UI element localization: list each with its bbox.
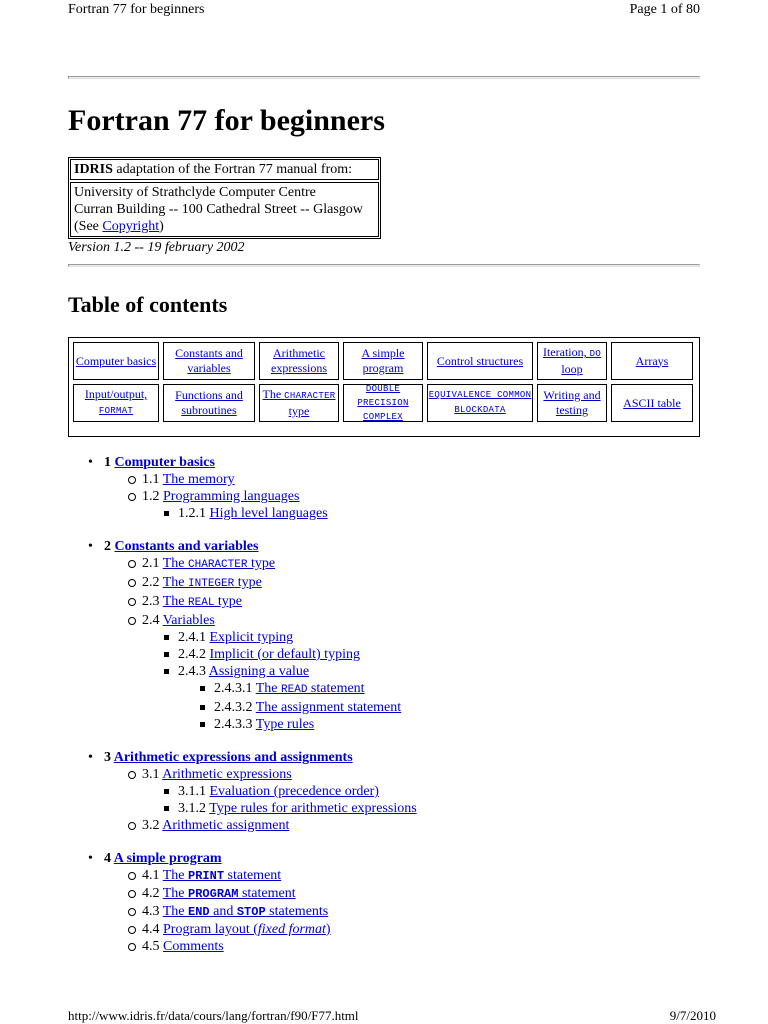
list-item	[104, 555, 417, 574]
section-number: 2.4.1	[178, 630, 210, 645]
toc-cell-iteration[interactable]	[537, 342, 607, 380]
list-item	[104, 629, 417, 646]
page-title: Fortran 77 for beginners	[68, 104, 385, 137]
toc-cell-equivalence[interactable]	[427, 384, 533, 422]
section-number: 2.1	[142, 556, 163, 571]
toc-link[interactable]	[260, 387, 338, 419]
list-item	[104, 867, 417, 885]
idris-line4-post: )	[159, 219, 164, 234]
section-link[interactable]: Assigning a value	[208, 664, 310, 679]
section-number: 1.2.1	[178, 506, 210, 521]
section-link[interactable]: Type rules for arithmetic expressions	[209, 801, 417, 816]
link-code: INTEGER	[188, 578, 235, 590]
toc-cell-writing[interactable]	[537, 384, 607, 422]
section-link[interactable]: Arithmetic expressions and assignments	[113, 750, 353, 765]
link-code: STOP	[236, 905, 266, 919]
list-item	[104, 938, 417, 955]
link-text: The	[162, 904, 189, 919]
toc-code: FORMAT	[98, 406, 134, 416]
link-text: type	[214, 594, 243, 609]
link-text: The	[162, 886, 189, 901]
idris-bold: IDRIS	[74, 162, 113, 177]
section-number: 4	[104, 851, 114, 866]
list-item	[104, 574, 417, 593]
idris-box	[68, 157, 381, 239]
copyright-link[interactable]: Copyright	[102, 219, 160, 234]
list-item	[104, 471, 417, 488]
section-number: 3.1.1	[178, 784, 210, 799]
horizontal-rule	[68, 76, 700, 79]
toc-cell-control[interactable]	[427, 342, 533, 380]
idris-line4	[74, 218, 375, 235]
list-item	[104, 505, 417, 522]
list-item	[104, 885, 417, 903]
toc-grid-row	[73, 342, 695, 380]
link-text: statement	[224, 868, 282, 883]
section-link[interactable]: Type rules	[255, 717, 315, 732]
link-text: and	[209, 904, 237, 919]
section-number: 2.3	[142, 594, 163, 609]
link-text: statements	[265, 904, 329, 919]
section-number: 2.4.3.3	[214, 717, 256, 732]
link-text: The	[162, 868, 189, 883]
section-number: 1.1	[142, 472, 163, 487]
list-item	[104, 766, 417, 783]
toc-section-2	[68, 538, 417, 733]
section-number: 3	[104, 750, 114, 765]
link-code: END	[188, 905, 210, 919]
link-code: PROGRAM	[188, 887, 239, 901]
section-number: 1	[104, 455, 115, 470]
link-code: CHARACTER	[188, 559, 248, 571]
list-item	[104, 593, 417, 612]
idris-line1: adaptation of the Fortran 77 manual from:	[112, 162, 353, 177]
toc-section-3	[68, 749, 417, 834]
section-link[interactable]	[163, 575, 262, 590]
link-text: The	[162, 556, 189, 571]
link-text: type	[234, 575, 262, 590]
link-text: The	[162, 575, 189, 590]
idris-line4-pre: (See	[74, 219, 103, 234]
section-number: 4.1	[142, 868, 163, 883]
toc-link[interactable]	[85, 387, 147, 419]
toc-link[interactable]: COMPLEX	[363, 412, 403, 422]
toc-text: type	[288, 404, 310, 418]
list-item	[104, 699, 417, 716]
toc-cell-ascii[interactable]	[611, 384, 693, 422]
toc-link[interactable]: A simple program	[361, 346, 405, 375]
section-number: 4.5	[142, 939, 163, 954]
print-footer-url: http://www.idris.fr/data/cours/lang/fortran/f90/F77.html	[68, 1008, 359, 1023]
link-text: type	[247, 556, 276, 571]
section-number: 4.3	[142, 904, 163, 919]
toc-text: loop	[561, 362, 583, 376]
list-item	[104, 783, 417, 800]
toc-grid-row	[73, 384, 695, 422]
print-footer-date: 9/7/2010	[669, 1008, 716, 1023]
toc-section-4	[68, 850, 417, 955]
list-item	[104, 488, 417, 505]
toc-text: The	[262, 387, 285, 401]
toc-code: CHARACTER	[284, 391, 336, 401]
toc-text: Input/output,	[84, 387, 148, 401]
section-link[interactable]: Implicit (or default) typing	[209, 647, 360, 662]
toc-link[interactable]: Control structures	[436, 353, 524, 368]
toc-text: Iteration,	[542, 345, 590, 359]
toc-link[interactable]: Arithmetic expressions	[271, 346, 327, 375]
section-link[interactable]	[163, 868, 281, 883]
toc-grid	[68, 337, 700, 437]
link-text: The	[255, 681, 282, 696]
section-link[interactable]	[163, 922, 331, 937]
section-link[interactable]	[163, 556, 275, 571]
section-link[interactable]: High level languages	[209, 506, 328, 521]
print-header-page: Page 1 of 80	[629, 2, 700, 17]
toc-link[interactable]: Arrays	[635, 353, 669, 368]
section-link[interactable]: The assignment statement	[255, 700, 402, 715]
toc-link[interactable]: Writing and testing	[543, 388, 601, 417]
toc-cell-constants[interactable]	[163, 342, 255, 380]
list-item	[104, 646, 417, 663]
idris-address-cell	[70, 182, 379, 237]
version-text: Version 1.2 -- 19 february 2002	[68, 240, 245, 255]
section-link[interactable]: Programming languages	[163, 489, 300, 504]
list-item	[104, 612, 417, 629]
section-number: 4.2	[142, 886, 163, 901]
toc-list	[68, 454, 417, 955]
list-item	[104, 903, 417, 921]
list-item	[104, 716, 417, 733]
toc-cell-computer-basics[interactable]	[73, 342, 159, 380]
idris-line3: Curran Building -- 100 Cathedral Street -- Glasgow	[74, 202, 363, 217]
toc-cell-io[interactable]	[73, 384, 159, 422]
section-number: 2.4	[142, 613, 163, 628]
section-link[interactable]	[163, 904, 329, 919]
toc-section-1	[68, 454, 417, 522]
toc-link[interactable]: DOUBLE PRECISION	[357, 384, 409, 408]
section-number: 3.1	[142, 767, 163, 782]
toc-cell-functions[interactable]	[163, 384, 255, 422]
section-number: 1.2	[142, 489, 163, 504]
section-link[interactable]: Computer basics	[114, 455, 215, 470]
section-link[interactable]	[163, 886, 296, 901]
section-link[interactable]: Evaluation (precedence order)	[209, 784, 379, 799]
toc-link[interactable]	[538, 345, 606, 377]
print-header-title: Fortran 77 for beginners	[68, 2, 205, 17]
section-number: 2.2	[142, 575, 163, 590]
link-code: PRINT	[188, 869, 225, 883]
link-text: statement	[307, 681, 365, 696]
list-item	[104, 817, 417, 834]
list-item	[104, 800, 417, 817]
list-item	[104, 663, 417, 680]
list-item	[104, 680, 417, 699]
toc-link[interactable]: Functions and subroutines	[175, 388, 243, 417]
link-text: statement	[238, 886, 296, 901]
section-number: 2.4.3.2	[214, 700, 256, 715]
section-number: 2.4.2	[178, 647, 210, 662]
section-link[interactable]: Arithmetic assignment	[162, 818, 290, 833]
section-link[interactable]: Arithmetic expressions	[162, 767, 292, 782]
toc-link[interactable]: Constants and variables	[175, 346, 243, 375]
toc-cell-character[interactable]	[259, 384, 339, 422]
section-link[interactable]: Variables	[162, 613, 215, 628]
toc-code: DO	[589, 349, 602, 359]
section-number: 2	[104, 539, 115, 554]
link-text: The	[162, 594, 189, 609]
link-text: )	[325, 922, 331, 937]
toc-cell-simple-program[interactable]	[343, 342, 423, 380]
toc-title: Table of contents	[68, 292, 228, 317]
section-link[interactable]: Explicit typing	[209, 630, 294, 645]
link-emphasis: fixed format	[257, 922, 326, 937]
section-number: 2.4.3	[178, 664, 209, 679]
link-code: REAL	[188, 597, 215, 609]
toc-link[interactable]: Computer basics	[75, 353, 157, 368]
section-link[interactable]	[256, 681, 365, 696]
section-number: 3.2	[142, 818, 163, 833]
link-code: READ	[281, 684, 308, 696]
section-link[interactable]	[163, 594, 242, 609]
toc-link[interactable]: ASCII table	[623, 395, 681, 410]
horizontal-rule	[68, 264, 700, 267]
section-link[interactable]: Comments	[163, 939, 224, 954]
section-number: 2.4.3.1	[214, 681, 256, 696]
section-number: 3.1.2	[178, 801, 210, 816]
idris-line2: University of Strathclyde Computer Centre	[74, 185, 316, 200]
toc-link[interactable]: BLOCKDATA	[454, 405, 506, 415]
toc-cell-arithmetic[interactable]	[259, 342, 339, 380]
section-number: 4.4	[142, 922, 163, 937]
list-item	[104, 921, 417, 938]
section-link[interactable]: A simple program	[113, 851, 222, 866]
idris-header-cell	[70, 159, 379, 180]
toc-link[interactable]: EQUIVALENCE COMMON	[428, 390, 532, 400]
toc-cell-arrays[interactable]	[611, 342, 693, 380]
link-text: Program layout (	[163, 922, 258, 937]
toc-cell-double-complex[interactable]	[343, 384, 423, 422]
section-link[interactable]: Constants and variables	[114, 539, 259, 554]
section-link[interactable]: The memory	[162, 472, 235, 487]
